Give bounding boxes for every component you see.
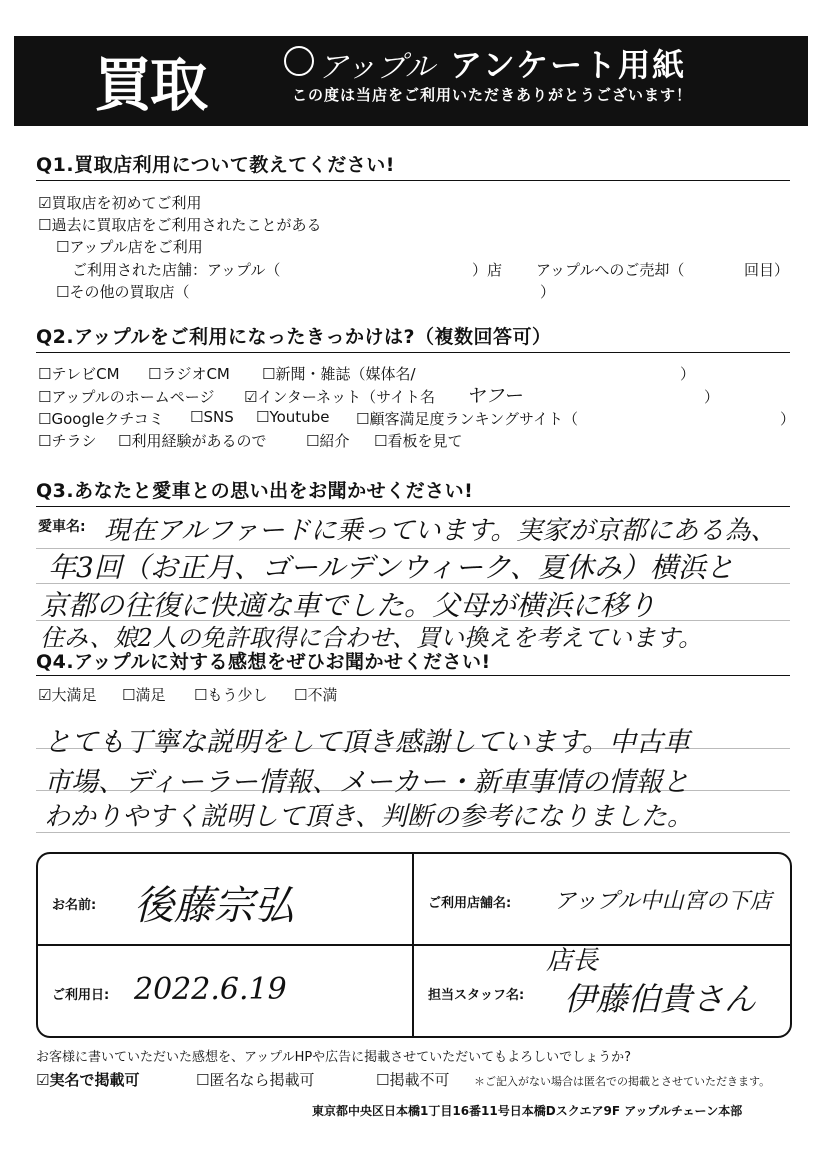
q3-answer-line-4: 住み、娘2人の免許取得に合わせ、買い換えを考えています。 [40,624,703,652]
q2-option-youtube[interactable]: ☐Youtube [256,408,330,426]
q1-option-other[interactable]: ☐その他の買取店（ [56,283,190,301]
q1-store-close: ）店 [472,261,503,279]
publish-option-realname[interactable]: ☑実名で掲載可 [36,1071,140,1089]
divider [36,675,790,676]
q2-option-tv[interactable]: ☐テレビCM [38,365,120,383]
kaitori-heading: 買取 [94,51,207,119]
q4-answer-line-1: とても丁寧な説明をして頂き感謝しています。中古車 [44,727,690,758]
staff-title: 店長 [546,946,599,976]
q2-option-radio[interactable]: ☐ラジオCM [148,365,230,383]
q4-option-more[interactable]: ☐もう少し [194,686,268,704]
q2-option-news[interactable]: ☐新聞・雑誌（媒体名/ [262,365,416,383]
q1-other-close: ） [540,283,556,301]
q3-car-label: 愛車名: [38,519,86,535]
q1-store-label: ご利用された店舗：アップル（ [72,261,281,279]
header-banner [14,36,808,126]
q2-option-ranking[interactable]: ☐顧客満足度ランキングサイト（ [356,410,578,428]
q4-title: Q4.アップルに対する感想をぜひお聞かせください! [36,651,491,673]
brand-logo: アップル [318,50,435,85]
q4-option-very-satisfied[interactable]: ☑大満足 [38,686,97,704]
publish-option-no[interactable]: ☐掲載不可 [376,1071,450,1089]
q2-option-experience[interactable]: ☐利用経験があるので [118,432,267,450]
q3-answer-line-1: 現在アルファードに乗っています。実家が京都にある為、 [104,516,777,546]
hq-address: 東京都中央区日本橋1丁目16番11号日本橋Dスクエア9F アップルチェーン本部 [312,1104,743,1118]
q1-times-label: アップルへのご売却（ [536,261,685,279]
q1-option-apple[interactable]: ☐アップル店をご利用 [56,238,203,256]
q2-option-google[interactable]: ☐Googleクチコミ [38,410,164,428]
q3-answer-line-3: 京都の往復に快適な車でした。父母が横浜に移り [40,589,657,622]
apple-logo-icon [284,46,314,76]
q2-option-signboard[interactable]: ☐看板を見て [374,432,463,450]
q4-answer-line-2: 市場、ディーラー情報、メーカー・新車事情の情報と [44,767,690,798]
q1-option-first[interactable]: ☑買取店を初めてご利用 [38,194,202,212]
q2-ranking-close: ） [780,410,796,428]
q1-option-past[interactable]: ☐過去に買取店をご利用されたことがある [38,216,322,234]
date-label: ご利用日: [52,988,110,1003]
table-divider [38,944,790,946]
publish-question: お客様に書いていただいた感想を、アップルHPや広告に掲載させていただいてもよろしいでしょうか? [36,1050,632,1065]
store-name-value: アップル中山宮の下店 [554,889,772,914]
q4-option-satisfied[interactable]: ☐満足 [122,686,166,704]
publish-option-anonymous[interactable]: ☐匿名なら掲載可 [196,1071,315,1089]
name-label: お名前: [52,898,97,913]
name-value: 後藤宗弘 [134,883,294,929]
table-divider [412,854,414,1036]
q1-title: Q1.買取店利用について教えてください! [36,154,395,176]
divider [36,180,790,181]
customer-info-table [36,852,792,1038]
q3-answer-line-2: 年3回（お正月、ゴールデンウィーク、夏休み）横浜と [48,551,734,584]
divider [36,506,790,507]
q2-option-sns[interactable]: ☐SNS [190,408,234,426]
q2-option-internet[interactable]: ☑インターネット（サイト名 [244,388,436,406]
divider [36,352,790,353]
page-title: アンケート用紙 [450,46,687,84]
q3-title: Q3.あなたと愛車との思い出をお聞かせください! [36,480,474,502]
q4-option-dissatisfied[interactable]: ☐不満 [294,686,338,704]
q2-internet-close: ） [704,388,720,406]
q4-answer-line-3: わかりやすく説明して頂き、判断の参考になりました。 [44,802,693,832]
q2-title: Q2.アップルをご利用になったきっかけは?（複数回答可） [36,326,552,348]
staff-value: 伊藤伯貴さん [564,980,757,1018]
q2-option-homepage[interactable]: ☐アップルのホームページ [38,388,215,406]
staff-label: 担当スタッフ名: [428,988,525,1003]
q2-news-close: ） [680,365,696,383]
publish-note: ＊ご記入がない場合は匿名での掲載とさせていただきます。 [474,1075,771,1088]
page-subtitle: この度は当店をご利用いただきありがとうございます！ [292,86,693,104]
q2-option-referral[interactable]: ☐紹介 [306,432,350,450]
date-value: 2022.6.19 [134,972,287,1007]
q2-internet-site-value: ヤフー [466,385,523,407]
q1-times-close: 回目） [744,261,790,279]
q2-option-flyer[interactable]: ☐チラシ [38,432,97,450]
store-name-label: ご利用店舗名: [428,896,512,911]
